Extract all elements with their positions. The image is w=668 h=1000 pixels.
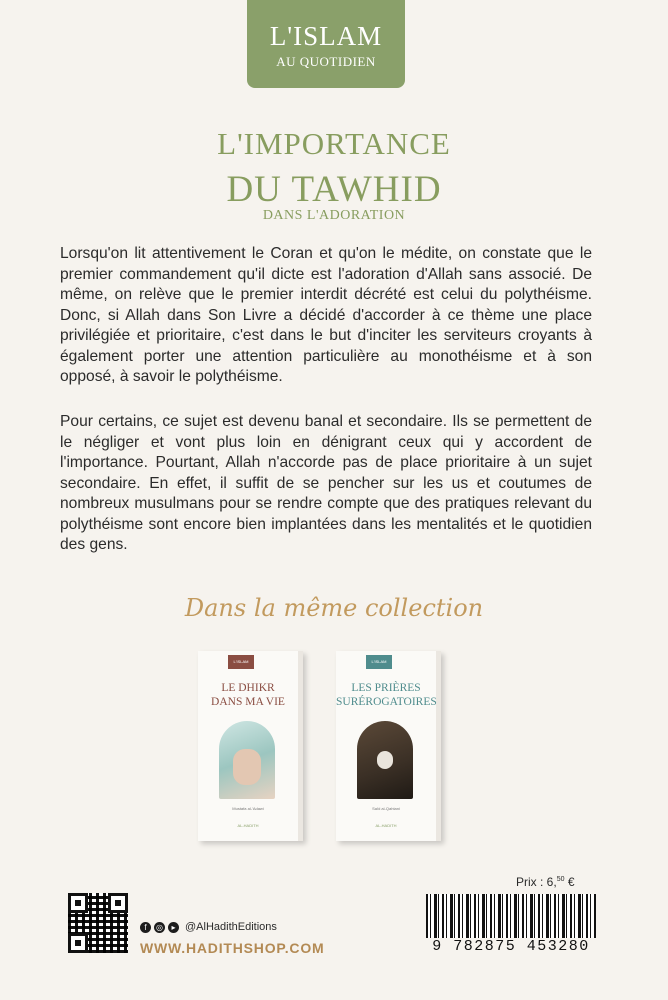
book-title: LES PRIÈRES SURÉROGATOIRES: [336, 682, 437, 708]
book-subtitle: DANS L'ADORATION: [262, 208, 406, 223]
brand-logo: [247, 0, 405, 88]
praying-hands-image: [233, 749, 261, 785]
publisher-logo: AL-HADITH: [375, 823, 397, 828]
facebook-icon[interactable]: f: [140, 922, 151, 933]
book-title-line2: DU TAWHID: [226, 169, 442, 210]
book-badge: L'ISLAM: [366, 655, 392, 669]
collection-book-prieres[interactable]: [336, 651, 441, 841]
qr-code[interactable]: [68, 893, 128, 953]
book-badge: L'ISLAM: [228, 655, 254, 669]
website-link[interactable]: WWW.HADITHSHOP.COM: [140, 940, 325, 956]
summary-paragraph-2: Pour certains, ce sujet est devenu banal et secondaire. Ils se permettent de le négliger et vont plus loin en dénigrant ceux qui y accordent de l'importance. Pourtant, Allah n'accorde pas de place prioritaire à un sujet secondaire. En effet, il suffit de se pencher sur les us et coutumes de nombreux musulmans pour se rendre compte que des pratiques relevant du polythéisme sont encore bien implantées dans les mentalités et le quotidien des gens.: [60, 413, 592, 553]
book-author: Saïd al-Qahtani: [372, 806, 400, 811]
social-links: [140, 921, 277, 933]
prayer-cap-image: [377, 751, 393, 769]
book-title: LE DHIKR DANS MA VIE: [211, 682, 285, 708]
social-handle: @AlHadithEditions: [185, 921, 277, 933]
publisher-logo: AL-HADITH: [237, 823, 259, 828]
book-cover-image: [357, 721, 413, 799]
book-cover-image: [219, 721, 275, 799]
isbn-number: 9 782875 453280: [432, 938, 590, 955]
brand-line2: AU QUOTIDIEN: [276, 54, 376, 69]
collection-book-dhikr[interactable]: [198, 651, 303, 841]
brand-line1: L'ISLAM: [269, 21, 383, 51]
summary-paragraph-1: Lorsqu'on lit attentivement le Coran et qu'on le médite, on constate que le premier commandement qu'il dicte est l'adoration d'Allah sans associé. De même, on relève que le premier interdit décrété est celui du polythéisme. Donc, si Allah dans Son Livre a décidé d'accorder à ce thème une place privilégiée et prioritaire, c'est dans le but d'inciter les serviteurs croyants à également porter une attention particulière au monothéisme et à son opposé, à savoir le polythéisme.: [60, 245, 592, 385]
instagram-icon[interactable]: ◎: [154, 922, 165, 933]
book-author: Mustafa al-'Adawi: [232, 806, 264, 811]
isbn-barcode: [426, 894, 596, 938]
book-title-line1: L'IMPORTANCE: [217, 126, 451, 161]
collection-heading: Dans la même collection: [184, 594, 484, 622]
youtube-icon[interactable]: ▸: [168, 922, 179, 933]
price-label: Prix : 6,50 €: [516, 875, 575, 889]
